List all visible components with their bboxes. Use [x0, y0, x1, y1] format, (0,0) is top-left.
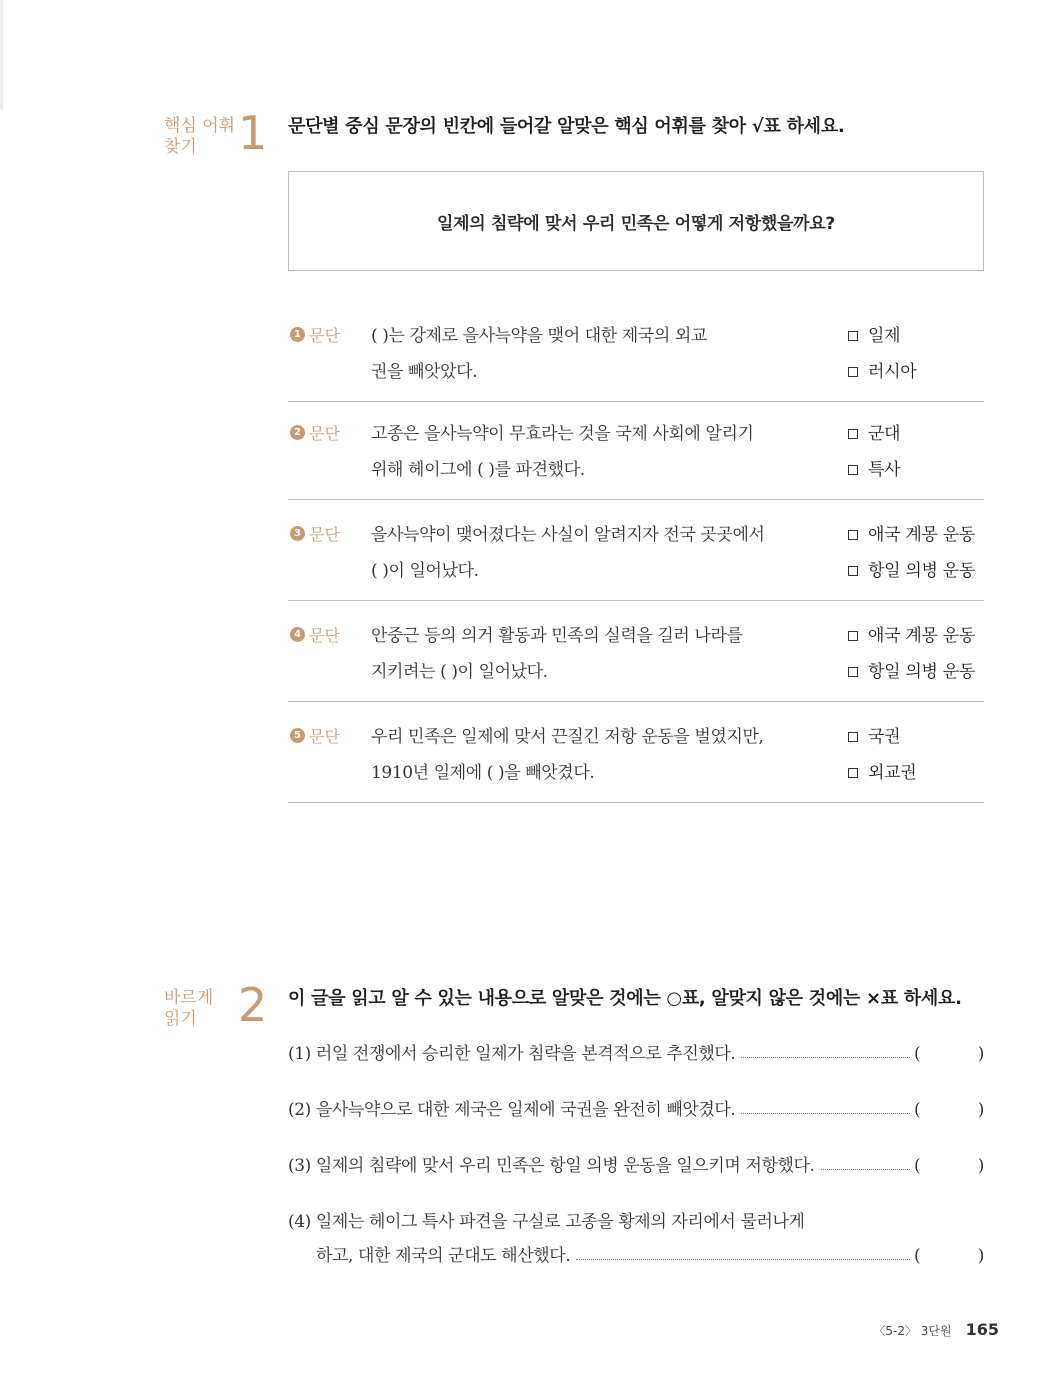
- option-item[interactable]: [848, 553, 988, 589]
- statement-text: (2) 을사늑약으로 대한 제국은 일제에 국권을 완전히 빼앗겼다.: [288, 1100, 736, 1120]
- answer-paren-open: (: [914, 1100, 921, 1120]
- option-label: 특사: [868, 460, 901, 480]
- option-list: [848, 719, 988, 791]
- option-item[interactable]: [848, 719, 988, 755]
- sentence-line: 을사늑약이 맺어졌다는 사실이 알려지자 전국 곳곳에서: [371, 525, 765, 545]
- sentence-line: 안중근 등의 의거 활동과 민족의 실력을 길러 나라를: [371, 626, 743, 646]
- option-list: [848, 517, 988, 589]
- dotted-leader: [821, 1169, 910, 1170]
- section1-title: 문단별 중심 문장의 빈칸에 들어갈 알맞은 핵심 어휘를 찾아 √표 하세요.: [288, 116, 845, 137]
- option-label: 군대: [868, 424, 901, 444]
- answer-paren-close: ): [977, 1156, 984, 1176]
- option-list: [848, 416, 988, 488]
- paragraph-label: [290, 522, 340, 545]
- paragraph-label-text: 문단: [309, 326, 340, 345]
- sentence-line: 우리 민족은 일제에 맞서 끈질긴 저항 운동을 벌였지만,: [371, 727, 764, 747]
- paragraph-label: [290, 623, 340, 646]
- option-label: 애국 계몽 운동: [868, 626, 975, 646]
- dotted-leader: [576, 1259, 910, 1260]
- section2-label: 바르게 읽기: [164, 988, 214, 1029]
- page-footer: [873, 1320, 999, 1339]
- paragraph-row: [288, 601, 984, 702]
- paragraph-number-badge: 2: [290, 425, 305, 440]
- option-list: [848, 618, 988, 690]
- answer-paren-open: (: [914, 1156, 921, 1176]
- option-item[interactable]: [848, 654, 988, 690]
- option-item[interactable]: [848, 755, 988, 791]
- checkbox-icon[interactable]: [848, 732, 858, 742]
- paragraph-number-badge: 3: [290, 526, 305, 541]
- answer-paren-close: ): [977, 1100, 984, 1120]
- sentence-line: 지키려는 ( )이 일어났다.: [371, 662, 548, 682]
- paragraph-label-text: 문단: [309, 626, 340, 645]
- option-item[interactable]: [848, 452, 988, 488]
- paragraph-label: [290, 724, 340, 747]
- unit-label: 〈5-2〉 3단원: [873, 1324, 952, 1338]
- checkbox-icon[interactable]: [848, 631, 858, 641]
- paragraph-label-text: 문단: [309, 424, 340, 443]
- option-label: 러시아: [868, 362, 917, 382]
- sentence-line: ( )는 강제로 을사늑약을 맺어 대한 제국의 외교: [371, 326, 707, 346]
- paragraph-number-badge: 1: [290, 327, 305, 342]
- checkbox-icon[interactable]: [848, 566, 858, 576]
- checkbox-icon[interactable]: [848, 768, 858, 778]
- page-edge-mark: [0, 0, 3, 110]
- option-item[interactable]: [848, 354, 988, 390]
- section2-title: 이 글을 읽고 알 수 있는 내용으로 알맞은 것에는 ○표, 알맞지 않은 것에는 ×표 하세요.: [288, 988, 962, 1009]
- paragraph-number-badge: 5: [290, 728, 305, 743]
- sentence-line: ( )이 일어났다.: [371, 561, 479, 581]
- statement-text: (1) 러일 전쟁에서 승리한 일제가 침략을 본격적으로 추진했다.: [288, 1044, 736, 1064]
- statement-item: [288, 1205, 984, 1273]
- paragraph-row: [288, 500, 984, 601]
- option-label: 국권: [868, 727, 901, 747]
- sentence-line: 위해 헤이그에 ( )를 파견했다.: [371, 460, 585, 480]
- question-box: [288, 171, 984, 271]
- checkbox-icon[interactable]: [848, 367, 858, 377]
- statement-item: [288, 1149, 984, 1183]
- paragraph-row: [288, 702, 984, 803]
- checkbox-icon[interactable]: [848, 465, 858, 475]
- option-label: 외교권: [868, 763, 917, 783]
- checkbox-icon[interactable]: [848, 429, 858, 439]
- section1-number: 1: [238, 106, 268, 160]
- paragraph-label-text: 문단: [309, 525, 340, 544]
- option-item[interactable]: [848, 416, 988, 452]
- paragraph-sentence: [371, 517, 811, 589]
- paragraph-number-badge: 4: [290, 627, 305, 642]
- option-item[interactable]: [848, 517, 988, 553]
- section2-number: 2: [238, 978, 268, 1032]
- answer-paren-open: (: [914, 1044, 921, 1064]
- statement-text: (3) 일제의 침략에 맞서 우리 민족은 항일 의병 운동을 일으키며 저항했다.: [288, 1156, 815, 1176]
- checkbox-icon[interactable]: [848, 667, 858, 677]
- section1-label: 핵심 어휘 찾기: [164, 116, 236, 157]
- option-label: 항일 의병 운동: [868, 662, 975, 682]
- paragraph-label: [290, 323, 340, 346]
- sentence-line: 권을 빼앗았다.: [371, 362, 478, 382]
- option-label: 항일 의병 운동: [868, 561, 975, 581]
- paragraph-row: [288, 399, 984, 500]
- paragraph-sentence: [371, 318, 811, 390]
- paragraph-sentence: [371, 618, 811, 690]
- paragraph-label: [290, 421, 340, 444]
- statement-text: 하고, 대한 제국의 군대도 해산했다.: [316, 1246, 571, 1266]
- answer-paren-close: ): [977, 1044, 984, 1064]
- sentence-line: 1910년 일제에 ( )을 빼앗겼다.: [371, 763, 595, 783]
- checkbox-icon[interactable]: [848, 331, 858, 341]
- sentence-line: 고종은 을사늑약이 무효라는 것을 국제 사회에 알리기: [371, 424, 754, 444]
- paragraph-row: [288, 301, 984, 402]
- page-number: 165: [965, 1320, 999, 1339]
- question-text: 일제의 침략에 맞서 우리 민족은 어떻게 저항했을까요?: [437, 213, 835, 234]
- option-label: 애국 계몽 운동: [868, 525, 975, 545]
- statement-text: (4) 일제는 헤이그 특사 파견을 구실로 고종을 황제의 자리에서 물러나게: [288, 1212, 805, 1232]
- option-item[interactable]: [848, 618, 988, 654]
- paragraph-sentence: [371, 416, 811, 488]
- answer-paren-close: ): [977, 1246, 984, 1266]
- statement-item: [288, 1093, 984, 1127]
- dotted-leader: [741, 1057, 910, 1058]
- statement-item: [288, 1037, 984, 1071]
- answer-paren-open: (: [914, 1246, 921, 1266]
- option-list: [848, 318, 988, 390]
- dotted-leader: [741, 1113, 910, 1114]
- option-item[interactable]: [848, 318, 988, 354]
- checkbox-icon[interactable]: [848, 530, 858, 540]
- option-label: 일제: [868, 326, 901, 346]
- paragraph-sentence: [371, 719, 811, 791]
- paragraph-label-text: 문단: [309, 727, 340, 746]
